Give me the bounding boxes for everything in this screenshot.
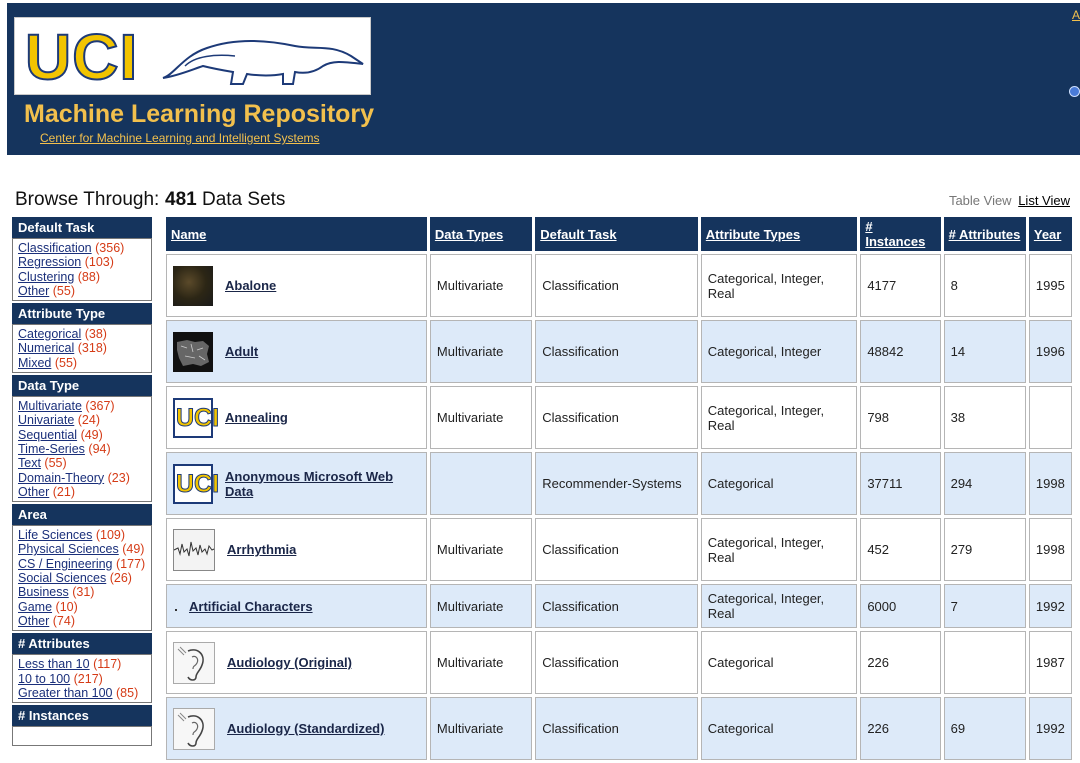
sidebar-section-title: Data Type [12, 375, 152, 396]
dataset-count-number: 481 [165, 189, 197, 210]
cell-instances: 4177 [860, 254, 940, 317]
cell-default-task: Classification [535, 320, 698, 383]
sidebar-filter-link[interactable]: Other [18, 484, 50, 499]
col-instances-header[interactable]: # Instances [860, 217, 940, 251]
table-view-label: Table View [948, 193, 1012, 208]
sidebar-filter-item [18, 270, 146, 284]
cell-data-types: Multivariate [430, 254, 532, 317]
sidebar-filter-item [18, 456, 146, 470]
cell-attributes: 69 [944, 697, 1026, 760]
table-row [166, 452, 1072, 515]
thumb-logo-text: UCI [176, 403, 220, 432]
waveform-icon[interactable] [173, 529, 215, 571]
uci-logo-icon[interactable] [173, 464, 220, 504]
sidebar-section-list [12, 396, 152, 502]
sidebar-filter-link[interactable]: Life Sciences [18, 528, 93, 543]
cell-data-types: Multivariate [430, 631, 532, 694]
sidebar-filter-link[interactable]: Other [18, 283, 50, 298]
sidebar-filter-item [18, 557, 146, 571]
dataset-count-suffix: Data Sets [196, 189, 286, 210]
cell-default-task: Classification [535, 631, 698, 694]
sidebar-filter-item [18, 485, 146, 499]
col-year-header[interactable]: Year [1029, 217, 1072, 251]
cell-name [166, 452, 427, 515]
sidebar-filter-count: (177) [116, 556, 146, 571]
cell-attribute-types: Categorical, Integer, Real [701, 254, 858, 317]
cell-attribute-types: Categorical [701, 631, 858, 694]
sidebar-filter-link[interactable]: Sequential [18, 427, 78, 442]
sidebar-filter-count: (23) [107, 470, 130, 485]
sidebar-filter-item [18, 600, 146, 614]
sidebar-filter-item [18, 585, 146, 599]
datasets-table [163, 214, 1075, 763]
cell-year: 1992 [1029, 584, 1072, 628]
sidebar-section-title: Attribute Type [12, 303, 152, 324]
cell-attribute-types: Categorical, Integer, Real [701, 584, 858, 628]
col-name-header[interactable]: Name [166, 217, 427, 251]
sidebar-filter-count: (367) [85, 399, 115, 414]
dataset-name-link[interactable]: Annealing [225, 410, 288, 425]
sidebar-filter-count: (55) [54, 355, 78, 370]
cell-attribute-types: Categorical, Integer, Real [701, 386, 858, 449]
dataset-name-link[interactable]: Audiology (Standardized) [227, 721, 385, 736]
sidebar-filter-item [18, 442, 146, 456]
dataset-map-icon[interactable] [173, 332, 213, 372]
col-data-types-header[interactable]: Data Types [430, 217, 532, 251]
cell-attribute-types: Categorical, Integer, Real [701, 518, 858, 581]
sidebar-filter-count: (109) [95, 528, 126, 543]
sidebar-filter-count: (85) [116, 685, 139, 700]
cell-attributes: 294 [944, 452, 1026, 515]
cell-instances: 798 [860, 386, 940, 449]
sidebar-section-list [12, 525, 152, 631]
sidebar-filter-link[interactable]: Classification [18, 241, 92, 255]
cell-name [166, 697, 427, 760]
sidebar-filter-count: (103) [84, 255, 114, 270]
sidebar-filter-count: (49) [80, 427, 103, 442]
table-row [166, 254, 1072, 317]
list-view-link[interactable]: List View [1018, 193, 1070, 208]
table-row [166, 320, 1072, 383]
view-switcher [949, 193, 1070, 208]
sidebar-filter-link[interactable]: Greater than 100 [18, 685, 113, 700]
cell-name [166, 386, 427, 449]
cell-default-task: Classification [535, 386, 698, 449]
table-row [166, 584, 1072, 628]
cell-default-task: Classification [535, 254, 698, 317]
dataset-name-link[interactable]: Adult [225, 344, 259, 359]
cell-default-task: Classification [535, 697, 698, 760]
sidebar-filter-link[interactable]: Categorical [18, 327, 82, 342]
sidebar-filter-item [18, 657, 146, 671]
sidebar-filter-link[interactable]: Mixed [18, 355, 52, 370]
dataset-name-link[interactable]: Audiology (Original) [227, 655, 352, 670]
sidebar-filter-count: (356) [95, 241, 125, 255]
cell-name [166, 254, 427, 317]
sidebar-filter-item [18, 399, 146, 413]
cell-year: 1998 [1029, 518, 1072, 581]
browse-label: Browse Through: [15, 189, 160, 210]
table-row [166, 518, 1072, 581]
sidebar-filter-link[interactable]: Business [18, 585, 69, 600]
table-header-row [166, 217, 1072, 251]
sidebar-filter-link[interactable]: CS / Engineering [18, 556, 113, 571]
cell-default-task: Recommender-Systems [535, 452, 698, 515]
cell-instances: 226 [860, 631, 940, 694]
sidebar-filter-item [18, 413, 146, 427]
cell-instances: 452 [860, 518, 940, 581]
sidebar-filter-item [18, 255, 146, 269]
sidebar-filter-count: (55) [52, 283, 75, 298]
cell-data-types: Multivariate [430, 584, 532, 628]
sidebar-filter-count: (24) [77, 413, 100, 428]
anteater-icon [155, 26, 365, 88]
sidebar-filter-link[interactable]: Time-Series [18, 441, 85, 456]
cell-attributes: 7 [944, 584, 1026, 628]
sidebar-filter-item [18, 542, 146, 556]
dataset-name-link[interactable]: Anonymous Microsoft Web Data [225, 468, 394, 499]
cell-default-task: Classification [535, 518, 698, 581]
cell-instances: 226 [860, 697, 940, 760]
sidebar-filter-link[interactable]: 10 to 100 [18, 671, 71, 686]
sidebar-filter-count: (74) [52, 613, 75, 628]
cell-instances: 37711 [860, 452, 940, 515]
uci-logo[interactable] [14, 17, 371, 95]
sidebar-filter-item [18, 571, 146, 585]
sidebar-filter-item [18, 686, 146, 700]
sidebar-section-title: # Attributes [12, 633, 152, 654]
cell-year [1029, 386, 1072, 449]
sidebar-section-title: Area [12, 504, 152, 525]
sidebar-filter-item [18, 528, 146, 542]
sidebar-filter-count: (21) [52, 484, 75, 499]
dataset-name-link[interactable]: Artificial Characters [189, 598, 313, 614]
dataset-photo-icon[interactable] [173, 266, 213, 306]
sidebar-filter-item [18, 471, 146, 485]
cell-instances: 6000 [860, 584, 940, 628]
cell-name [166, 320, 427, 383]
sidebar-section-list [12, 654, 152, 703]
sidebar-filter-count: (49) [122, 542, 145, 557]
site-header [7, 3, 1080, 155]
sidebar-filter-link[interactable]: Regression [18, 255, 82, 270]
cell-attribute-types: Categorical, Integer [701, 320, 858, 383]
dataset-name-link[interactable]: Arrhythmia [227, 542, 297, 557]
cell-attributes: 14 [944, 320, 1026, 383]
sidebar-filter-item [18, 428, 146, 442]
cell-default-task: Classification [535, 584, 698, 628]
thumb-placeholder [175, 609, 177, 611]
cell-year: 1992 [1029, 697, 1072, 760]
sidebar-filter-link[interactable]: Other [18, 613, 50, 628]
cell-instances: 48842 [860, 320, 940, 383]
center-link[interactable]: Center for Machine Learning and Intelligent Systems [40, 131, 320, 145]
sidebar-filter-count: (94) [88, 441, 111, 456]
cell-year: 1995 [1029, 254, 1072, 317]
cell-name [166, 584, 427, 628]
sidebar-filter-link[interactable]: Multivariate [18, 399, 82, 414]
sidebar-filter-link[interactable]: Numerical [18, 341, 75, 356]
sidebar-filter-count: (10) [55, 599, 78, 614]
header-top-link[interactable]: A [1071, 8, 1080, 22]
sidebar-filter-item [18, 341, 146, 355]
sidebar-section-list [12, 324, 152, 373]
col-attributes-header[interactable]: # Attributes [944, 217, 1026, 251]
sidebar-section-list [12, 726, 152, 746]
cell-data-types: Multivariate [430, 320, 532, 383]
cell-attribute-types: Categorical [701, 697, 858, 760]
sidebar-filter-item [18, 356, 146, 370]
sidebar-filter-count: (38) [84, 327, 107, 342]
cell-attribute-types: Categorical [701, 452, 858, 515]
table-row [166, 386, 1072, 449]
sidebar-filter-item [18, 672, 146, 686]
ear-icon[interactable] [173, 642, 215, 684]
sidebar-filter-count: (55) [44, 456, 67, 471]
sidebar-filter-item [18, 241, 146, 255]
site-title: Machine Learning Repository [24, 100, 375, 128]
cell-name [166, 631, 427, 694]
filter-sidebar [12, 217, 152, 734]
cell-year: 1998 [1029, 452, 1072, 515]
sidebar-filter-link[interactable]: Less than 10 [18, 657, 90, 672]
table-row [166, 631, 1072, 694]
sidebar-filter-count: (117) [93, 657, 122, 672]
cell-data-types: Multivariate [430, 518, 532, 581]
sidebar-filter-item [18, 327, 146, 341]
cell-attributes: 279 [944, 518, 1026, 581]
sidebar-section-list [12, 238, 152, 301]
sidebar-filter-count: (26) [109, 571, 132, 586]
cell-attributes [944, 631, 1026, 694]
sidebar-filter-count: (217) [73, 671, 103, 686]
cell-data-types: Multivariate [430, 386, 532, 449]
ear-icon[interactable] [173, 708, 215, 750]
sidebar-filter-link[interactable]: Clustering [18, 269, 75, 284]
sidebar-filter-count: (88) [77, 269, 100, 284]
radio-icon[interactable] [1069, 86, 1080, 97]
col-attribute-types-header[interactable]: Attribute Types [701, 217, 858, 251]
sidebar-filter-count: (31) [72, 585, 95, 600]
logo-text: UCI [25, 21, 139, 93]
sidebar-filter-link[interactable]: Univariate [18, 413, 75, 428]
sidebar-filter-link[interactable]: Domain-Theory [18, 470, 105, 485]
sidebar-section-title: # Instances [12, 705, 152, 726]
sidebar-filter-item [18, 284, 146, 298]
cell-attributes: 38 [944, 386, 1026, 449]
dataset-count [165, 189, 285, 211]
cell-data-types: Multivariate [430, 697, 532, 760]
sidebar-section-title: Default Task [12, 217, 152, 238]
thumb-logo-text: UCI [176, 469, 220, 498]
dataset-name-link[interactable]: Abalone [225, 278, 277, 293]
sidebar-filter-item [18, 614, 146, 628]
sidebar-filter-link[interactable]: Social Sciences [18, 571, 107, 586]
cell-attributes: 8 [944, 254, 1026, 317]
sidebar-filter-link[interactable]: Physical Sciences [18, 542, 119, 557]
uci-logo-icon[interactable] [173, 398, 220, 438]
sidebar-filter-count: (318) [77, 341, 107, 356]
sidebar-filter-link[interactable]: Game [18, 599, 53, 614]
col-default-task-header[interactable]: Default Task [535, 217, 698, 251]
cell-year: 1996 [1029, 320, 1072, 383]
sidebar-filter-link[interactable]: Text [18, 456, 41, 471]
table-row [166, 697, 1072, 760]
cell-data-types [430, 452, 532, 515]
cell-name [166, 518, 427, 581]
cell-year: 1987 [1029, 631, 1072, 694]
